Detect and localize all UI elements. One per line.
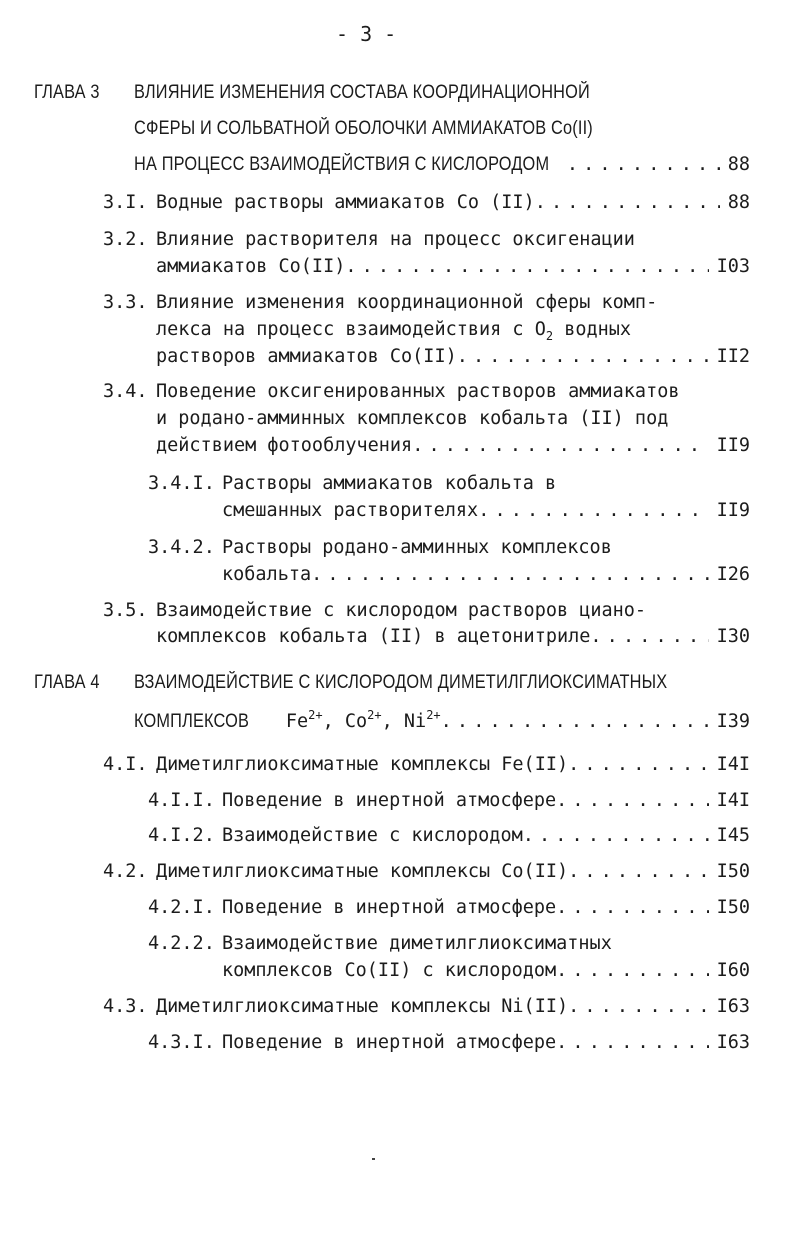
section-4-1-2-number: 4.I.2. <box>148 825 215 846</box>
fe-charge: 2+ <box>308 708 323 722</box>
section-4-2-number: 4.2. <box>103 861 148 882</box>
section-3-1-title: Водные растворы аммиакатов Co (II) <box>156 192 535 213</box>
section-3-4-number: 3.4. <box>103 381 148 402</box>
section-4-3-number: 4.3. <box>103 996 148 1017</box>
section-3-4-1-entry[interactable] <box>222 500 750 521</box>
section-3-3-number: 3.3. <box>103 292 148 313</box>
section-3-5-title-line2: комплексов кобальта (II) в ацетонитриле <box>156 626 591 647</box>
chapter-3-entry[interactable] <box>134 154 750 176</box>
section-4-1-page: I4I <box>716 754 750 775</box>
dot-leader <box>556 1032 708 1053</box>
section-3-4-2-number: 3.4.2. <box>148 537 215 558</box>
section-4-1-1-entry[interactable] <box>222 790 750 811</box>
co-charge: 2+ <box>367 708 382 722</box>
chapter-4-entry[interactable] <box>134 708 750 733</box>
stray-mark <box>372 1158 375 1160</box>
dot-leader <box>567 154 720 175</box>
section-3-4-title-line3: действием фотооблучения <box>156 435 413 456</box>
section-4-3-1-title: Поведение в инертной атмосфере <box>222 1032 557 1053</box>
section-4-1-number: 4.I. <box>103 754 148 775</box>
section-4-1-1-number: 4.I.I. <box>148 790 215 811</box>
section-3-4-2-title-line1: Растворы родано-амминных комплексов <box>222 537 612 558</box>
section-3-4-1-page: II9 <box>716 500 750 521</box>
section-3-1-entry[interactable] <box>156 192 750 213</box>
section-3-5-entry[interactable] <box>156 626 750 647</box>
section-4-1-2-title: Взаимодействие с кислородом <box>222 825 523 846</box>
section-4-1-1-page: I4I <box>716 790 750 811</box>
dot-leader <box>568 754 708 775</box>
formula-ni <box>403 708 441 732</box>
section-4-2-2-number: 4.2.2. <box>148 933 215 954</box>
section-3-4-2-title-line2: кобальта <box>222 564 312 585</box>
chapter-3-label: ГЛАВА 3 <box>34 82 100 103</box>
dot-leader <box>535 192 720 213</box>
chapter-4-title-line2: КОМПЛЕКСОВ <box>134 711 250 732</box>
section-4-3-1-number: 4.3.I. <box>148 1032 215 1053</box>
dot-leader <box>441 711 709 732</box>
page-number: - 3 - <box>336 22 397 46</box>
section-4-1-1-title: Поведение в инертной атмосфере <box>222 790 557 811</box>
dot-leader <box>556 897 708 918</box>
section-4-2-2-entry[interactable] <box>222 960 750 981</box>
section-4-1-2-entry[interactable] <box>222 825 750 846</box>
dot-leader <box>556 960 708 981</box>
section-3-3-page: II2 <box>716 346 750 367</box>
section-4-2-entry[interactable] <box>156 861 750 882</box>
ni-charge: 2+ <box>426 708 441 722</box>
chapter-4-label: ГЛАВА 4 <box>34 672 100 693</box>
dot-leader <box>523 825 709 846</box>
chapter-4-title-line1: ВЗАИМОДЕЙСТВИЕ С КИСЛОРОДОМ ДИМЕТИЛГЛИОКСИМАТНЫХ <box>134 672 668 693</box>
section-3-5-number: 3.5. <box>103 600 148 621</box>
ni-symbol: Ni <box>403 711 427 732</box>
section-4-2-title: Диметилглиоксиматные комплексы Co(II) <box>156 861 569 882</box>
section-4-3-page: I63 <box>716 996 750 1017</box>
section-3-3-entry[interactable] <box>156 346 750 367</box>
formula-co <box>344 708 382 732</box>
section-4-2-2-page: I60 <box>716 960 750 981</box>
chapter-3-page: 88 <box>727 154 750 175</box>
section-4-2-1-page: I50 <box>716 897 750 918</box>
section-3-2-title-line1: Влияние растворителя на процесс оксигенации <box>156 229 635 250</box>
fe-symbol: Fe <box>285 711 309 732</box>
section-3-2-page: I03 <box>716 256 750 277</box>
section-3-4-title-line1: Поведение оксигенированных растворов аммиакатов <box>156 381 680 402</box>
comma: , <box>322 711 345 732</box>
section-4-3-title: Диметилглиоксиматные комплексы Ni(II) <box>156 996 569 1017</box>
section-4-1-entry[interactable] <box>156 754 750 775</box>
section-4-3-1-page: I63 <box>716 1032 750 1053</box>
section-4-2-2-title-line1: Взаимодействие диметилглиоксиматных <box>222 933 612 954</box>
chapter-4-title-line2-group <box>134 708 441 733</box>
section-4-2-1-title: Поведение в инертной атмосфере <box>222 897 557 918</box>
section-4-2-1-entry[interactable] <box>222 897 750 918</box>
oxygen-subscript: 2 <box>545 329 554 343</box>
section-3-4-1-title-line2: смешанных растворителях <box>222 500 479 521</box>
section-3-4-2-entry[interactable] <box>222 564 750 585</box>
dot-leader <box>345 256 708 277</box>
chapter-3-title-line1: ВЛИЯНИЕ ИЗМЕНЕНИЯ СОСТАВА КООРДИНАЦИОННОЙ <box>134 82 590 103</box>
section-3-2-entry[interactable] <box>156 256 750 277</box>
co-symbol: Co <box>344 711 368 732</box>
dot-leader <box>568 996 708 1017</box>
section-3-3-title-line2 <box>156 319 631 343</box>
section-3-3-line2-part2: водных <box>553 319 632 340</box>
section-3-4-page: II9 <box>716 435 750 456</box>
chapter-3-title-line3: НА ПРОЦЕСС ВЗАИМОДЕЙСТВИЯ С КИСЛОРОДОМ <box>134 154 550 175</box>
section-3-4-2-page: I26 <box>716 564 750 585</box>
section-3-3-line2-part1: лекса на процесс взаимодействия с O <box>156 319 546 340</box>
section-4-3-entry[interactable] <box>156 996 750 1017</box>
section-4-3-1-entry[interactable] <box>222 1032 750 1053</box>
section-3-1-page: 88 <box>727 192 750 213</box>
section-3-4-entry[interactable] <box>156 435 750 456</box>
dot-leader <box>590 626 708 647</box>
section-3-2-title-line2: аммиакатов Co(II) <box>156 256 346 277</box>
dot-leader <box>412 435 708 456</box>
section-3-5-title-line1: Взаимодействие с кислородом растворов циано- <box>156 600 647 621</box>
chapter-4-page: I39 <box>716 711 750 732</box>
section-4-1-2-page: I45 <box>716 825 750 846</box>
section-3-2-number: 3.2. <box>103 229 148 250</box>
formula-fe <box>285 708 323 732</box>
dot-leader <box>478 500 708 521</box>
section-3-4-title-line2: и родано-амминных комплексов кобальта (II) под <box>156 408 669 429</box>
section-4-2-page: I50 <box>716 861 750 882</box>
section-3-4-1-title-line1: Растворы аммиакатов кобальта в <box>222 473 557 494</box>
comma: , <box>381 711 404 732</box>
chapter-3-title-line2: СФЕРЫ И СОЛЬВАТНОЙ ОБОЛОЧКИ АММИАКАТОВ Co(II) <box>134 118 593 139</box>
section-3-3-title-line1: Влияние изменения координационной сферы комп- <box>156 292 658 313</box>
section-4-1-title: Диметилглиоксиматные комплексы Fe(II) <box>156 754 569 775</box>
section-3-5-page: I30 <box>716 626 750 647</box>
section-3-4-1-number: 3.4.I. <box>148 473 215 494</box>
section-3-3-title-line3: растворов аммиакатов Co(II) <box>156 346 457 367</box>
section-3-1-number: 3.I. <box>103 192 148 213</box>
dot-leader <box>568 861 708 882</box>
section-4-2-1-number: 4.2.I. <box>148 897 215 918</box>
dot-leader <box>457 346 715 367</box>
dot-leader <box>311 564 708 585</box>
dot-leader <box>556 790 708 811</box>
section-4-2-2-title-line2: комплексов Co(II) с кислородом <box>222 960 557 981</box>
